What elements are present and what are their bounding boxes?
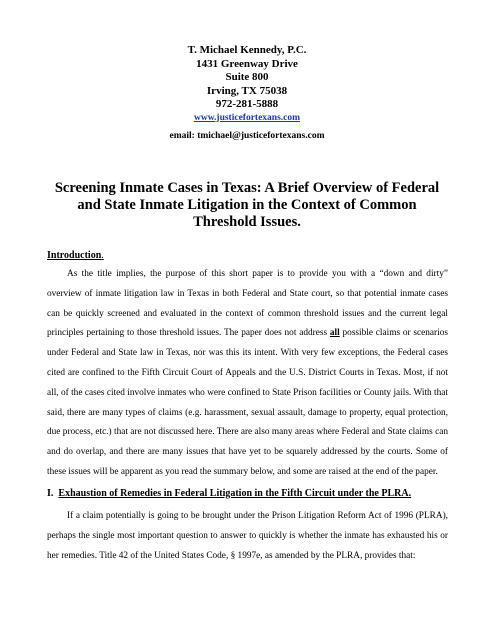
website-link[interactable]: www.justicefortexans.com: [193, 112, 301, 123]
suite: Suite 800: [225, 71, 269, 83]
email-line: email: tmichael@justicefortexans.com: [169, 131, 325, 141]
intro-text-part1: As the title implies, the purpose of this short paper is to provide you with a “down and dirty” overview of inmate litigation law in Texas in both Federal and State court, so that potential inmate cases can be quickly screened and evaluated in the context of common threshold issues and the current legal principles pertaining to those threshold issues. The paper does not address: [47, 269, 448, 339]
phone-number: 972-281-5888: [215, 98, 279, 110]
intro-emphasis-all: all: [329, 328, 340, 339]
introduction-heading-suffix: .: [101, 250, 104, 261]
section-1-heading: [47, 488, 411, 499]
paper-title: Screening Inmate Cases in Texas: A Brief Overview of Federal and State Inmate Litigation in the Context of Common Threshold Issues.: [54, 180, 440, 230]
letterhead: [0, 44, 494, 144]
section-1-heading-text: Exhaustion of Remedies in Federal Litigation in the Fifth Circuit under the PLRA.: [58, 488, 412, 499]
street-address: 1431 Greenway Drive: [196, 57, 298, 70]
introduction-heading: [47, 250, 104, 261]
section-1-text: If a claim potentially is going to be brought under the Prison Litigation Reform Act of 1996 (PLRA), perhaps the single most important question to answer to quickly is whether the inmate has exhausted his or her remedies. Title 42 of the United States Code, § 1997e, as amended by the PLRA, provides that:: [47, 511, 448, 561]
city-state-zip: Irving, TX 75038: [206, 84, 288, 97]
section-1-number: I.: [47, 488, 54, 499]
section-1-paragraph: [47, 507, 448, 566]
introduction-paragraph: [47, 265, 448, 483]
introduction-heading-text: Introduction: [47, 250, 102, 261]
firm-name: T. Michael Kennedy, P.C.: [187, 44, 307, 56]
intro-text-part2: possible claims or scenarios under Federal and State law in Texas, nor was this its intent. With very few exceptions, the Federal cases cited are confined to the Fifth Circuit Court of Appeals and the U.S. District Courts in Texas. Most, if not all, of the cases cited involve inmates who were confined to State Prison facilities or County jails. With that said, there are many types of claims (e.g. harassment, sexual assault, damage to property, equal protection, due process, etc.) that are not discussed here. There are also many areas where Federal and State claims can and do overlap, and there are many issues that have yet to be squarely addressed by the courts. Some of these issues will be apparent as you read the summary below, and some are raised at the end of the paper.: [47, 328, 448, 477]
